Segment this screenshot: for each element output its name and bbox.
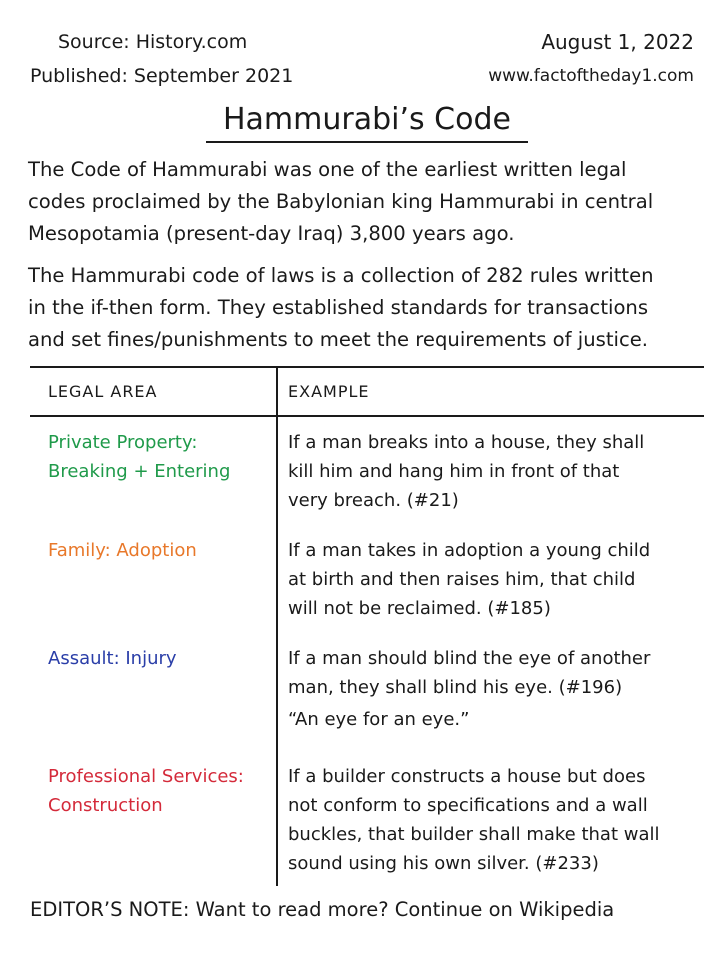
post-date: August 1, 2022 (541, 30, 694, 54)
column-header-example: EXAMPLE (288, 382, 370, 401)
legal-area-line: Family: Adoption (48, 540, 197, 561)
example-line: not conform to specifications and a wall (288, 795, 648, 816)
example-line: at birth and then raises him, that child (288, 569, 636, 590)
example-line: very breach. (#21) (288, 490, 459, 511)
example-line: If a man should blind the eye of another (288, 648, 651, 669)
eye-for-an-eye-quote: “An eye for an eye.” (288, 709, 470, 730)
example-line: man, they shall blind his eye. (#196) (288, 677, 623, 698)
legal-area-line: Assault: Injury (48, 648, 177, 669)
legal-area-line: Construction (48, 795, 163, 816)
example-line: If a builder constructs a house but does (288, 766, 646, 787)
paragraph-line: The Hammurabi code of laws is a collection of 282 rules written (28, 264, 654, 287)
website-url: www.factoftheday1.com (488, 66, 694, 86)
paragraph-line: The Code of Hammurabi was one of the earliest written legal (28, 158, 627, 181)
example-private-property (288, 428, 702, 515)
example-assault (288, 644, 702, 702)
header-divider (30, 415, 704, 417)
details-paragraph (28, 260, 704, 356)
intro-paragraph (28, 154, 704, 250)
paragraph-line: Mesopotamia (present-day Iraq) 3,800 years ago. (28, 222, 515, 245)
legal-area-private-property (48, 428, 272, 486)
legal-area-family (48, 536, 272, 565)
example-professional-services (288, 762, 702, 878)
source-credit: Source: History.com (58, 31, 248, 53)
legal-area-assault (48, 644, 272, 673)
example-family (288, 536, 702, 623)
editor-note: EDITOR’S NOTE: Want to read more? Continue on Wikipedia (30, 898, 615, 921)
example-line: If a man breaks into a house, they shall (288, 432, 645, 453)
example-line: will not be reclaimed. (#185) (288, 598, 551, 619)
paragraph-line: codes proclaimed by the Babylonian king Hammurabi in central (28, 190, 654, 213)
page-title: Hammurabi’s Code (206, 101, 528, 143)
example-line: sound using his own silver. (#233) (288, 853, 599, 874)
example-line: kill him and hang him in front of that (288, 461, 620, 482)
paragraph-line: and set fines/punishments to meet the requirements of justice. (28, 328, 649, 351)
column-header-legal-area: LEGAL AREA (48, 382, 158, 401)
legal-area-line: Professional Services: (48, 766, 244, 787)
legal-area-line: Private Property: (48, 432, 198, 453)
published-date: Published: September 2021 (30, 65, 294, 87)
paragraph-line: in the if-then form. They established standards for transactions (28, 296, 649, 319)
legal-area-professional-services (48, 762, 272, 820)
legal-examples-table (30, 366, 704, 886)
example-line: buckles, that builder shall make that wall (288, 824, 660, 845)
example-line: If a man takes in adoption a young child (288, 540, 651, 561)
column-divider (276, 368, 278, 886)
legal-area-line: Breaking + Entering (48, 461, 231, 482)
